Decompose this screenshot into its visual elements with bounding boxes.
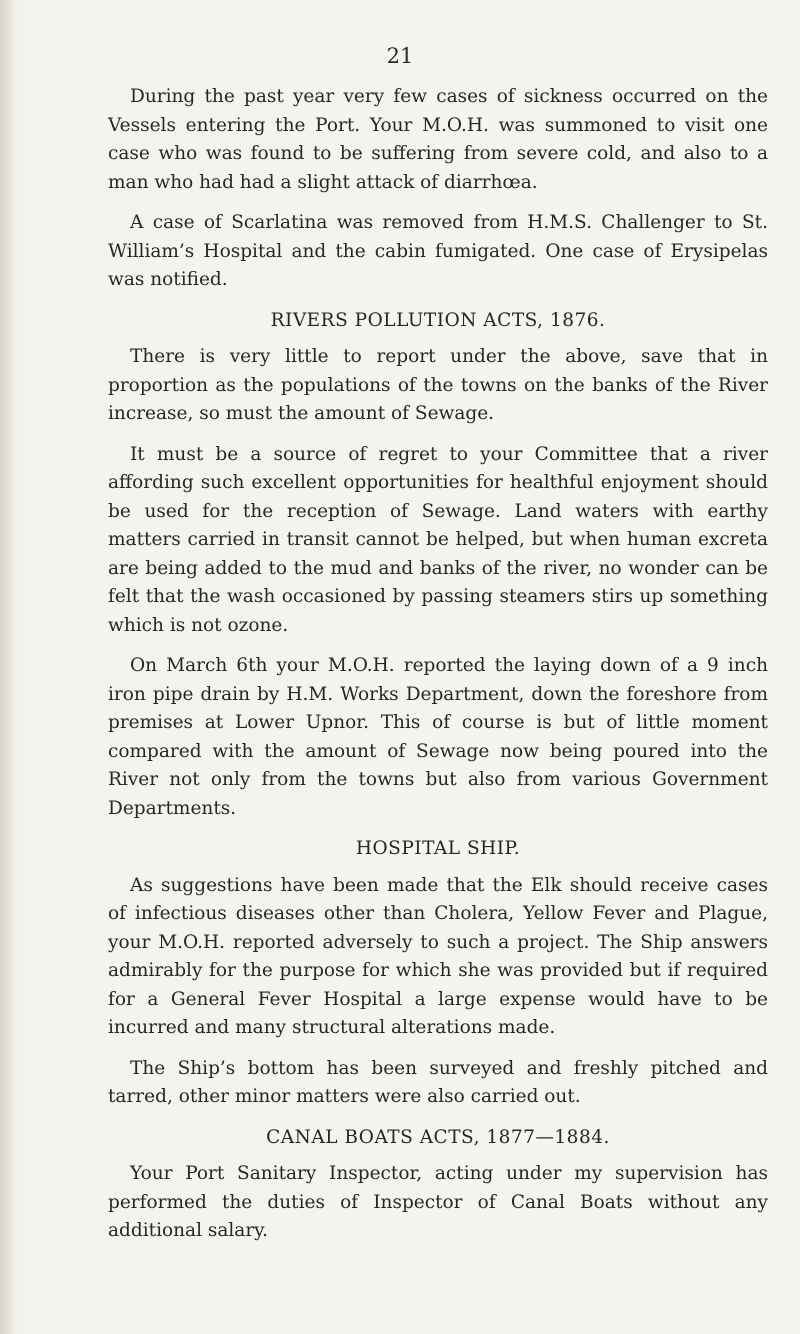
paragraph-hospital-ship-repairs: The Ship’s bottom has been surveyed and freshly pitched and tarred, other minor matters were also carried out. bbox=[108, 1057, 768, 1107]
paragraph-hospital-ship-use: As suggestions have been made that the Elk should receive cases of infectious diseases other than Cholera, Yellow Fever and Plague, your M.O.H. reported adversely to such a project. The Ship answers admirably for the purpose for which she was provided but if required for a General Fever Hospital a large expense would have to be incurred and many structural alterations made. bbox=[108, 874, 768, 1038]
page-gutter-shadow bbox=[0, 0, 14, 1334]
heading-canal-boats: CANAL BOATS ACTS, 1877—1884. bbox=[266, 1126, 610, 1148]
paragraph-scarlatina-case: A case of Scarlatina was removed from H.M.S. Challenger to St. William’s Hospital and the cabin fumigated. One case of Erysipelas was notified. bbox=[108, 212, 768, 290]
paragraph-vessels-sickness: During the past year very few cases of sickness occurred on the Vessels entering the Port. Your M.O.H. was summoned to visit one case who was found to be suffering from severe cold, and also to a man who had had a slight attack of diarrhœa. bbox=[108, 86, 768, 193]
paragraph-rivers-drain: On March 6th your M.O.H. reported the laying down of a 9 inch iron pipe drain by H.M. Works Department, down the foreshore from premises at Lower Upnor. This of course is but of little moment compared with the amount of Sewage now being poured into the River not only from the towns but also from various Government Departments. bbox=[108, 655, 768, 819]
page-number: 21 bbox=[386, 44, 414, 68]
heading-hospital-ship: HOSPITAL SHIP. bbox=[355, 838, 521, 859]
paragraph-rivers-population: There is very little to report under the above, save that in proportion as the populations of the towns on the banks of the River increase, so must the amount of Sewage. bbox=[108, 346, 768, 424]
paragraph-rivers-sewage: It must be a source of regret to your Committee that a river affording such excellent opportunities for healthful enjoyment should be used for the reception of Sewage. Land waters with earthy matters carried in transit cannot be helped, but when human excreta are being added to the mud and banks of the river, no wonder can be felt that the wash occasioned by passing steamers stirs up something which is not ozone. bbox=[108, 443, 768, 636]
paragraph-canal-boats-inspector: Your Port Sanitary Inspector, acting under my supervision has performed the duties of Inspector of Canal Boats without any additional salary. bbox=[108, 1163, 768, 1241]
heading-rivers-pollution: RIVERS POLLUTION ACTS, 1876. bbox=[270, 309, 606, 331]
page-body bbox=[108, 83, 768, 1258]
